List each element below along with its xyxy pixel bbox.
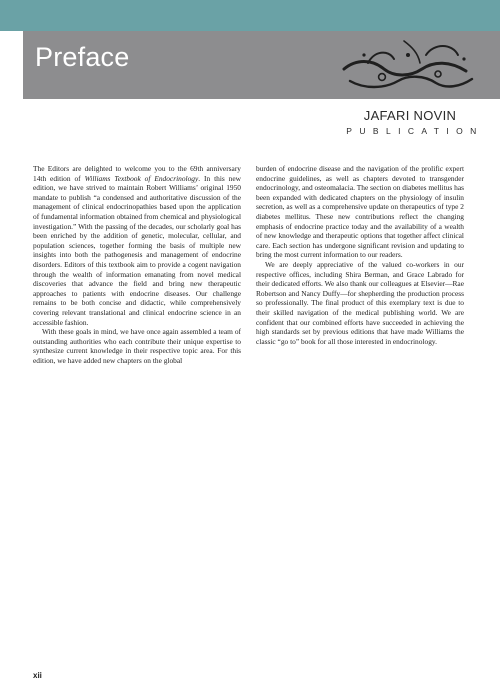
paragraph: With these goals in mind, we have once again assembled a team of outstanding authorities who each contribute their unique expertise to synthesize current knowledge in their respective topic area. For this edition, we have added new chapters on the global xyxy=(33,327,241,365)
paragraph: burden of endocrine disease and the navigation of the prolific expert endocrine guidelines, as well as chapters devoted to transgender endocrinology, and osteomalacia. The section on diabetes mellitus has been expanded with dedicated chapters on the physiology of insulin secretion, as well as a comprehensive update on therapeutics of type 2 diabetes mellitus. These new contributions reflect the changing emphasis of endocrine practice today and the availability of a wealth of new knowledge and therapeutic options that together affect clinical care. Each section has undergone significant revision and updating to bring the most current information to our readers. xyxy=(256,164,464,260)
paragraph: We are deeply appreciative of the valued co-workers in our respective offices, including Shira Berman, and Grace Labrado for their dedicated efforts. We also thank our colleagues at Elsevier—Rae Robertson and Nancy Duffy—for shepherding the production process so professionally. The final product of this exemplary text is due to their skilled navigation of the medical publishing world. We are confident that our combined efforts have succeeded in achieving the high standards set by previous editions that have made Williams the classic “go to” book for all those interested in endocrinology. xyxy=(256,259,464,346)
publisher-name: JAFARI NOVIN xyxy=(363,108,457,123)
publisher-logo-icon xyxy=(338,33,478,97)
text-column-left xyxy=(33,164,241,365)
paragraph: The Editors are delighted to welcome you to the 69th anniversary 14th edition of Williams Textbook of Endocrinology. In this new edition, we have strived to maintain Robert Williams’ original 1950 mandate to publish “a condensed and authoritative discussion of the management of clinical endocrinopathies based upon the application of fundamental information obtained from chemical and physiological investigation.” With the passing of the decades, our scholarly goal has been enriched by the addition of genetic, molecular, cellular, and population sciences, together forming the basis of multiple new insights into both the pathogenesis and management of endocrine disorders. Editors of this textbook aim to provide a cogent navigation through the wealth of information emanating from novel medical discoveries that advance the field and bring new therapeutic approaches to patients with endocrine diseases. Our challenge remains to be both concise and didactic, while comprehensively covering relevant translational and clinical endocrine science in an accessible fashion. xyxy=(33,164,241,327)
publisher-subtitle: PUBLICATION xyxy=(346,126,484,136)
text-column-right xyxy=(256,164,464,346)
header-teal-band xyxy=(0,0,500,31)
page-title: Preface xyxy=(35,42,130,72)
page-number: xii xyxy=(33,671,42,680)
